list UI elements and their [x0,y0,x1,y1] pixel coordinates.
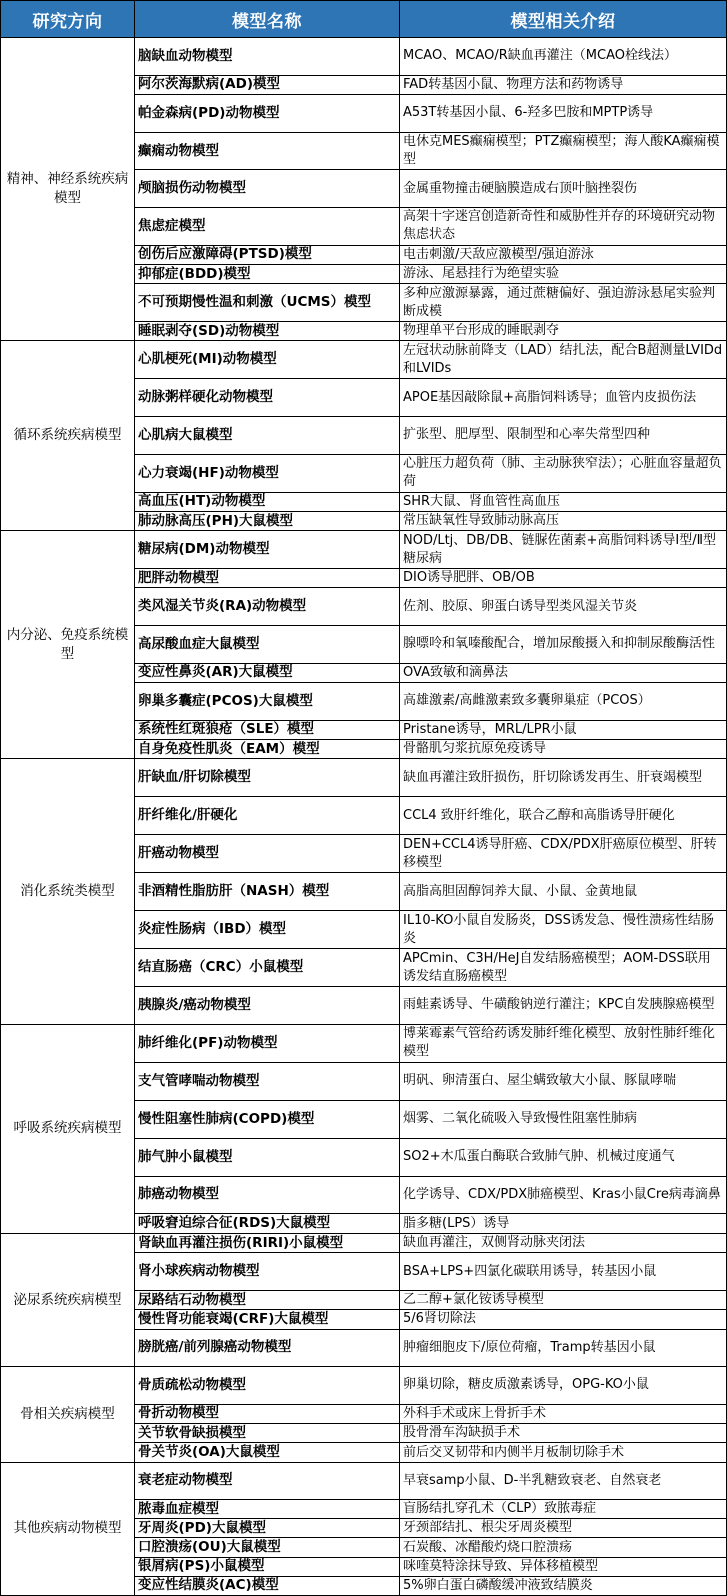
model-name-cell: 变应性鼻炎(AR)大鼠模型 [135,664,400,682]
table-row [135,246,726,265]
table-row [135,531,726,569]
table-row [135,1500,726,1519]
table-row [135,322,726,340]
table-row [135,379,726,417]
model-name-cell: 自身免疫性肌炎（EAM）模型 [135,740,400,758]
model-description-cell: Pristane诱导，MRL/LPR小鼠 [403,721,577,737]
table-row [135,133,726,171]
table-row [135,1577,726,1595]
model-name-cell: 胰腺炎/癌动物模型 [135,987,400,1024]
category-group [1,38,726,341]
model-description-cell: 左冠状动脉前降支（LAD）结扎法，配合B超测量LVIDd和LVIDs [403,342,723,376]
category-name: 其他疾病动物模型 [1,1463,135,1595]
model-rows [135,1234,726,1366]
model-name-cell: 口腔溃疡(OU)大鼠模型 [135,1538,400,1556]
category-group [1,1025,726,1234]
model-name-cell: 帕金森病(PD)动物模型 [135,95,400,132]
model-name-cell: 肝癌动物模型 [135,835,400,872]
model-description-cell: 游泳、尾悬挂行为绝望实验 [403,266,560,282]
category-name: 消化系统类模型 [1,759,135,1024]
category-name: 循环系统疾病模型 [1,341,135,530]
model-name-cell: 类风湿关节炎(RA)动物模型 [135,588,400,625]
model-rows [135,759,726,1024]
model-name-cell: 肾缺血再灌注损伤(RIRI)小鼠模型 [135,1234,400,1252]
table-row [135,1443,726,1461]
model-name-cell: 慢性肾功能衰竭(CRF)大鼠模型 [135,1310,400,1328]
table-row [135,1177,726,1215]
model-name-cell: 脓毒血症模型 [135,1500,400,1518]
model-name-cell: 颅脑损伤动物模型 [135,170,400,207]
table-row [135,1101,726,1139]
model-description-cell: 物理单平台形成的睡眠剥夺 [403,323,560,339]
category-group [1,1367,726,1463]
model-description-cell: 缺血再灌注，双侧肾动脉夹闭法 [403,1235,586,1251]
model-name-cell: 肝纤维化/肝硬化 [135,797,400,834]
model-description-cell: 5%卵白蛋白磷酸缓冲液致结膜炎 [403,1577,593,1593]
table-row [135,664,726,683]
table-row [135,76,726,95]
header-model-name: 模型名称 [135,1,400,37]
model-name-cell: 骨折动物模型 [135,1405,400,1423]
table-row [135,569,726,588]
model-description-cell: 前后交叉韧带和内侧半月板制切除手术 [403,1444,625,1460]
model-name-cell: 抑郁症(BDD)模型 [135,265,400,283]
model-name-cell: 尿路结石动物模型 [135,1291,400,1309]
model-description-cell: BSA+LPS+四氯化碳联用诱导，转基因小鼠 [403,1263,657,1279]
model-description-cell: 骨骼肌匀浆抗原免疫诱导 [403,741,547,757]
model-name-cell: 糖尿病(DM)动物模型 [135,531,400,568]
model-name-cell: 慢性阻塞性肺病(COPD)模型 [135,1101,400,1138]
model-name-cell: 非酒精性脂肪肝（NASH）模型 [135,873,400,910]
model-description-cell: 扩张型、肥厚型、限制型和心率失常型四种 [403,427,651,443]
model-name-cell: 心力衰竭(HF)动物模型 [135,455,400,492]
model-name-cell: 炎症性肠病（IBD）模型 [135,911,400,948]
model-name-cell: 肺纤维化(PF)动物模型 [135,1025,400,1062]
table-row [135,1405,726,1424]
model-description-cell: 心脏压力超负荷（肺、主动脉狭窄法）；心脏血容量超负荷 [403,456,722,490]
model-description-cell: MCAO、MCAO/R缺血再灌注（MCAO栓线法） [403,48,677,64]
model-description-cell: 卵巢切除，糖皮质激素诱导，OPG-KO小鼠 [403,1377,649,1393]
model-description-cell: 常压缺氧性导致肺动脉高压 [403,513,560,529]
model-name-cell: 膀胱癌/前列腺癌动物模型 [135,1330,400,1367]
model-name-cell: 睡眠剥夺(SD)动物模型 [135,322,400,340]
table-body [1,38,726,1595]
table-row [135,1291,726,1310]
model-description-cell: 5/6肾切除法 [403,1311,476,1327]
model-name-cell: 牙周炎(PD)大鼠模型 [135,1519,400,1537]
model-description-cell: 股骨滑车沟缺损手术 [403,1425,521,1441]
model-name-cell: 骨质疏松动物模型 [135,1367,400,1404]
model-name-cell: 创伤后应激障碍(PTSD)模型 [135,246,400,264]
model-description-cell: IL10-KO小鼠自发肠炎，DSS诱发急、慢性溃疡性结肠炎 [403,912,714,946]
model-description-cell: A53T转基因小鼠、6-羟多巴胺和MPTP诱导 [403,105,654,121]
table-row [135,949,726,987]
model-description-cell: 电休克MES癫痫模型；PTZ癫痫模型；海人酸KA癫痫模型 [403,134,720,168]
category-group [1,341,726,531]
table-row [135,1310,726,1329]
model-description-cell: 高架十字迷宫创造新奇性和威胁性并存的环境研究动物焦虑状态 [403,209,716,243]
table-row [135,759,726,797]
model-name-cell: 肝缺血/肝切除模型 [135,759,400,796]
model-rows [135,1367,726,1462]
table-row [135,265,726,284]
table-row [135,683,726,721]
model-name-cell: 衰老症动物模型 [135,1463,400,1499]
model-description-cell: 多种应激源暴露，通过蔗糖偏好、强迫游泳悬尾实验判断成模 [403,285,716,319]
table-row [135,341,726,379]
model-description-cell: 外科手术或床上骨折手术 [403,1405,547,1421]
model-name-cell: 关节软骨缺损模型 [135,1424,400,1442]
model-description-cell: SO2+木瓜蛋白酶联合致肺气肿、机械过度通气 [403,1149,675,1165]
model-name-cell: 卵巢多囊症(PCOS)大鼠模型 [135,683,400,720]
model-description-cell: 早衰samp小鼠、D-半乳糖致衰老、自然衰老 [403,1472,662,1488]
model-rows [135,1463,726,1595]
table-row [135,721,726,740]
model-rows [135,531,726,758]
category-name: 内分泌、免疫系统模型 [1,531,135,758]
model-name-cell: 肾小球疾病动物模型 [135,1253,400,1290]
category-group [1,1463,726,1595]
model-description-cell: 缺血再灌注致肝损伤，肝切除诱发再生、肝衰竭模型 [403,769,703,785]
model-description-cell: 高脂高胆固醇饲养大鼠、小鼠、金黄地鼠 [403,883,638,899]
table-header [1,1,726,38]
model-name-cell: 高尿酸血症大鼠模型 [135,626,400,663]
model-description-cell: NOD/Ltj、DB/DB、链脲佐菌素+高脂饲料诱导Ⅰ型/Ⅱ型糖尿病 [403,532,717,566]
model-description-cell: 高雄激素/高雌激素致多囊卵巢症（PCOS） [403,693,651,709]
model-name-cell: 不可预期慢性温和刺激（UCMS）模型 [135,284,400,321]
model-description-cell: SHR大鼠、肾血管性高血压 [403,493,561,509]
model-name-cell: 骨关节炎(OA)大鼠模型 [135,1443,400,1461]
model-name-cell: 肺癌动物模型 [135,1177,400,1214]
table-row [135,1214,726,1232]
header-model-intro: 模型相关介绍 [510,11,616,32]
table-row [135,95,726,133]
table-row [135,588,726,626]
table-row [135,493,726,512]
model-description-cell: 腺嘌呤和氧嗪酸配合，增加尿酸摄入和抑制尿酸酶活性 [403,636,716,652]
model-description-cell: FAD转基因小鼠、物理方法和药物诱导 [403,76,624,92]
model-description-cell: 雨蛙素诱导、牛磺酸钠逆行灌注；KPC自发胰腺癌模型 [403,997,715,1013]
category-name: 精神、神经系统疾病模型 [1,38,135,340]
table-row [135,170,726,208]
model-description-cell: OVA致敏和滴鼻法 [403,664,508,680]
model-description-cell: 金属重物撞击硬脑膜造成右顶叶脑挫裂伤 [403,180,638,196]
header-research-direction: 研究方向 [1,1,135,37]
table-row [135,1519,726,1538]
model-name-cell: 肺动脉高压(PH)大鼠模型 [135,512,400,530]
category-group [1,531,726,759]
model-description-cell: APOE基因敲除鼠+高脂饲料诱导；血管内皮损伤法 [403,389,697,405]
model-description-cell: 咪喹莫特涂抹导致、异体移植模型 [403,1558,599,1574]
model-description-cell: CCL4 致肝纤维化，联合乙醇和高脂诱导肝硬化 [403,807,675,823]
model-name-cell: 呼吸窘迫综合征(RDS)大鼠模型 [135,1214,400,1232]
model-name-cell: 脑缺血动物模型 [135,38,400,75]
table-row [135,626,726,664]
model-description-cell: 脂多糖(LPS）诱导 [403,1215,510,1231]
model-description-cell: 盲肠结扎穿孔术（CLP）致脓毒症 [403,1501,597,1517]
table-row [135,873,726,911]
model-name-cell: 肥胖动物模型 [135,569,400,587]
model-description-cell: 化学诱导、CDX/PDX肺癌模型、Kras小鼠Cre病毒滴鼻 [403,1186,721,1202]
model-rows [135,1025,726,1233]
table-row [135,417,726,455]
model-description-cell: 电击刺激/天敌应激模型/强迫游泳 [403,246,594,262]
model-rows [135,38,726,340]
table-row [135,1367,726,1405]
category-group [1,759,726,1025]
model-description-cell: 乙二醇+氯化铵诱导模型 [403,1292,544,1307]
model-description-cell: 博莱霉素气管给药诱发肺纤维化模型、放射性肺纤维化模型 [403,1026,716,1060]
model-description-cell: APCmin、C3H/HeJ自发结肠癌模型；AOM-DSS联用诱发结直肠癌模型 [403,950,711,984]
model-name-cell: 动脉粥样硬化动物模型 [135,379,400,416]
table-row [135,1234,726,1253]
table-row [135,455,726,493]
model-description-cell: 石炭酸、冰醋酸灼烧口腔溃疡 [403,1539,573,1555]
table-row [135,740,726,758]
model-name-cell: 支气管哮喘动物模型 [135,1063,400,1100]
table-row [135,1463,726,1500]
table-row [135,1330,726,1367]
category-name: 骨相关疾病模型 [1,1367,135,1462]
model-name-cell: 癫痫动物模型 [135,133,400,170]
table-row [135,835,726,873]
table-row [135,38,726,76]
category-name: 泌尿系统疾病模型 [1,1234,135,1366]
table-row [135,1139,726,1177]
model-name-cell: 变应性结膜炎(AC)模型 [135,1577,400,1595]
table-row [135,512,726,530]
model-name-cell: 阿尔茨海默病(AD)模型 [135,76,400,94]
table-row [135,987,726,1024]
table-row [135,208,726,246]
model-description-cell: 佐剂、胶原、卵蛋白诱导型类风湿关节炎 [403,598,638,614]
model-description-cell: 肿瘤细胞皮下/原位荷瘤，Tramp转基因小鼠 [403,1339,656,1355]
model-description-cell: 明矾、卵清蛋白、屋尘螨致敏大小鼠、豚鼠哮喘 [403,1073,677,1089]
model-name-cell: 心肌病大鼠模型 [135,417,400,454]
model-name-cell: 银屑病(PS)小鼠模型 [135,1558,400,1576]
model-name-cell: 焦虑症模型 [135,208,400,245]
table-row [135,284,726,322]
model-rows [135,341,726,530]
model-name-cell: 心肌梗死(MI)动物模型 [135,341,400,378]
model-description-cell: 牙颈部结扎、根尖牙周炎模型 [403,1520,573,1536]
model-name-cell: 系统性红斑狼疮（SLE）模型 [135,721,400,739]
model-description-cell: DEN+CCL4诱导肝癌、CDX/PDX肝癌原位模型、肝转移模型 [403,836,717,870]
table-row [135,1063,726,1101]
model-description-cell: 烟雾、二氧化硫吸入导致慢性阻塞性肺病 [403,1111,638,1127]
model-name-cell: 高血压(HT)动物模型 [135,493,400,511]
category-group [1,1234,726,1367]
table-row [135,1253,726,1291]
model-name-cell: 肺气肿小鼠模型 [135,1139,400,1176]
table-row [135,1424,726,1443]
category-name: 呼吸系统疾病模型 [1,1025,135,1233]
table-row [135,911,726,949]
table-row [135,1538,726,1557]
table-row [135,797,726,835]
table-row [135,1558,726,1577]
model-description-cell: DIO诱导肥胖、OB/OB [403,570,535,586]
table-row [135,1025,726,1063]
model-name-cell: 结直肠癌（CRC）小鼠模型 [135,949,400,986]
